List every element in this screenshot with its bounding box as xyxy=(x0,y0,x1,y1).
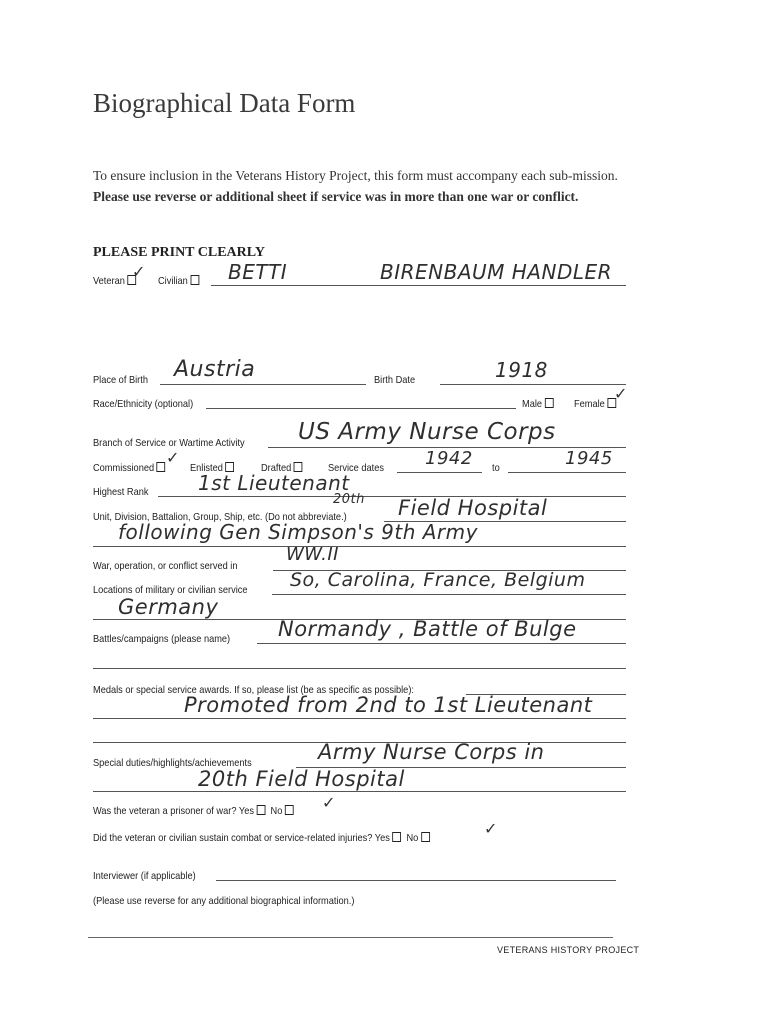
war-label: War, operation, or conflict served in xyxy=(93,560,238,572)
service-dates-label: Service dates xyxy=(328,462,384,474)
male-label xyxy=(522,398,553,410)
print-clearly-heading: PLEASE PRINT CLEARLY xyxy=(93,245,265,260)
footer-text: VETERANS HISTORY PROJECT xyxy=(497,945,640,955)
intro-text xyxy=(93,165,623,207)
first-name-value[interactable]: BETTI xyxy=(228,260,288,284)
injuries-no-checkbox[interactable] xyxy=(421,832,430,842)
form-title: Biographical Data Form xyxy=(93,88,356,118)
civilian-label-text: Civilian xyxy=(158,275,188,287)
commissioned-checkbox[interactable] xyxy=(157,462,166,472)
place-of-birth-label: Place of Birth xyxy=(93,374,148,386)
locations-line-1 xyxy=(272,594,626,595)
battles-line-1 xyxy=(257,643,626,644)
highest-rank-line xyxy=(158,496,626,497)
branch-label: Branch of Service or Wartime Activity xyxy=(93,437,245,449)
battles-value[interactable]: Normandy , Battle of Bulge xyxy=(278,617,577,641)
veteran-label xyxy=(93,275,136,287)
reverse-note: (Please use reverse for any additional biographical information.) xyxy=(93,895,355,907)
battles-line-2 xyxy=(93,668,626,669)
birth-date-label: Birth Date xyxy=(374,374,416,386)
male-checkbox[interactable] xyxy=(545,398,554,408)
race-line xyxy=(206,408,516,409)
service-end-value[interactable]: 1945 xyxy=(565,448,613,469)
intro-plain: To ensure inclusion in the Veterans History Project, this form must accompany each sub-mission. xyxy=(93,168,618,183)
special-duties-line-2 xyxy=(93,791,626,792)
last-name-value[interactable]: BIRENBAUM HANDLER xyxy=(380,260,613,284)
female-label-text: Female xyxy=(574,398,605,410)
service-start-line xyxy=(397,472,482,473)
pow-no-check-mark: ✓ xyxy=(322,793,336,812)
unit-superscript-value[interactable]: 20th xyxy=(333,492,365,507)
injuries-no-label: No xyxy=(406,832,419,844)
intro-bold: Please use reverse or additional sheet if service was in more than one war or conflict. xyxy=(93,189,579,204)
injuries-label xyxy=(93,832,430,844)
pow-yes-checkbox[interactable] xyxy=(257,805,266,815)
birth-date-line xyxy=(440,384,626,385)
service-end-line xyxy=(508,472,626,473)
war-value[interactable]: WW.II xyxy=(286,544,339,565)
pow-no-label: No xyxy=(270,805,283,817)
birth-date-value[interactable]: 1918 xyxy=(495,358,548,382)
commissioned-label-text: Commissioned xyxy=(93,462,155,474)
pow-label xyxy=(93,805,294,817)
pow-question: Was the veteran a prisoner of war? xyxy=(93,805,237,817)
unit-value-line-1[interactable]: Field Hospital xyxy=(398,496,548,520)
injuries-no-check-mark: ✓ xyxy=(484,819,498,838)
highest-rank-value[interactable]: 1st Lieutenant xyxy=(198,471,350,495)
commissioned-label xyxy=(93,462,166,474)
injuries-question: Did the veteran or civilian sustain combat or service-related injuries? xyxy=(93,832,373,844)
locations-value-line-1[interactable]: So, Carolina, France, Belgium xyxy=(290,569,586,591)
pow-yes-label: Yes xyxy=(238,805,254,817)
male-label-text: Male xyxy=(522,398,543,410)
civilian-checkbox[interactable] xyxy=(190,275,199,285)
unit-line-2 xyxy=(93,546,626,547)
highest-rank-label: Highest Rank xyxy=(93,486,149,498)
female-check-mark: ✓ xyxy=(614,384,628,403)
branch-value[interactable]: US Army Nurse Corps xyxy=(298,419,556,445)
medals-value[interactable]: Promoted from 2nd to 1st Lieutenant xyxy=(184,693,593,717)
female-label xyxy=(574,398,616,410)
to-label: to xyxy=(492,462,500,474)
medals-label: Medals or special service awards. If so, please list (be as specific as possible): xyxy=(93,684,414,696)
place-of-birth-value[interactable]: Austria xyxy=(174,357,256,382)
footer-rule xyxy=(88,937,613,938)
medals-line-2 xyxy=(93,718,626,719)
special-duties-value-line-1[interactable]: Army Nurse Corps in xyxy=(318,740,545,764)
drafted-label-text: Drafted xyxy=(261,462,292,474)
battles-label: Battles/campaigns (please name) xyxy=(93,633,231,645)
enlisted-label-text: Enlisted xyxy=(190,462,223,474)
veteran-check-mark: ✓ xyxy=(132,262,146,281)
name-line xyxy=(211,285,626,286)
commissioned-check-mark: ✓ xyxy=(166,448,180,467)
injuries-yes-label: Yes xyxy=(374,832,390,844)
civilian-label xyxy=(158,275,199,287)
veteran-label-text: Veteran xyxy=(93,275,125,287)
place-of-birth-line xyxy=(160,384,366,385)
injuries-yes-checkbox[interactable] xyxy=(393,832,402,842)
service-start-value[interactable]: 1942 xyxy=(425,448,473,469)
unit-value-line-2[interactable]: following Gen Simpson's 9th Army xyxy=(118,520,478,544)
unit-label: Unit, Division, Battalion, Group, Ship, etc. (Do not abbreviate.) xyxy=(93,511,347,523)
interviewer-line[interactable] xyxy=(216,880,616,881)
pow-no-checkbox[interactable] xyxy=(285,805,294,815)
interviewer-label: Interviewer (if applicable) xyxy=(93,870,196,882)
locations-value-line-2[interactable]: Germany xyxy=(118,595,219,619)
special-duties-value-line-2[interactable]: 20th Field Hospital xyxy=(198,767,405,791)
race-label: Race/Ethnicity (optional) xyxy=(93,398,194,410)
locations-label: Locations of military or civilian service xyxy=(93,584,248,596)
special-duties-label: Special duties/highlights/achievements xyxy=(93,757,252,769)
